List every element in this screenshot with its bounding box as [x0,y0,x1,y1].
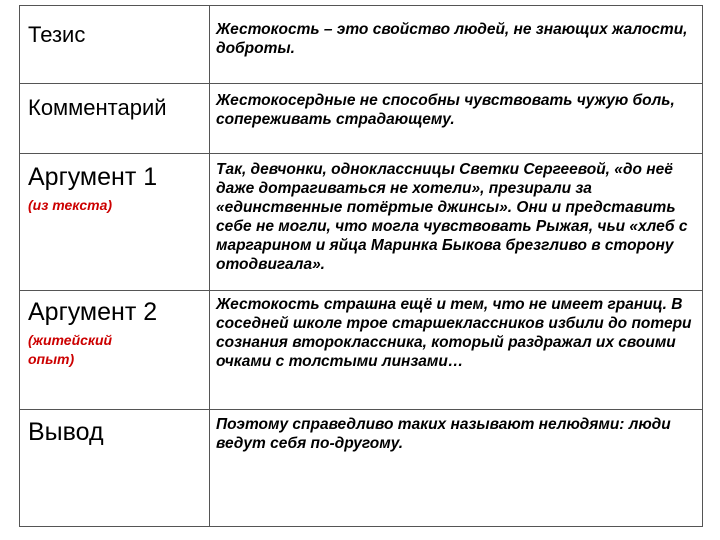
label-cell [20,84,210,154]
row-sublabel-argument-1: (из текста) [28,197,113,213]
row-label-argument-1: Аргумент 1 [28,163,158,191]
row-text-thesis: Жестокость – это свойство людей, не знающих жалости, доброты. [216,21,688,57]
row-label-argument-2: Аргумент 2 [28,298,158,326]
row-text-argument-1: Так, девчонки, одноклассницы Светки Сергеевой, «до неё даже дотрагиваться не хотели», презирали за «единственные потёртые джинсы». Они и представить себе не могли, что могла чувствовать Рыжая, чьи «хлеб с маргарином и яйца Маринка Быкова брезгливо в сторону отодвигала». [216,161,688,273]
row-label-conclusion: Вывод [28,418,104,446]
text-cell [210,6,703,84]
essay-table [19,5,703,527]
label-cell [20,6,210,84]
row-argument-2 [20,291,703,410]
text-cell [210,410,703,527]
row-comment [20,84,703,154]
text-cell [210,154,703,291]
row-text-argument-2: Жестокость страшна ещё и тем, что не имеет границ. В соседней школе трое старшеклассников избили до потери сознания второклассника, который раздражал их своими очками с толстыми линзами… [216,296,692,370]
row-sublabel-argument-2: (житейский опыт) [28,332,113,367]
row-text-comment: Жестокосердные не способны чувствовать чужую боль, сопереживать страдающему. [216,92,675,128]
text-cell [210,84,703,154]
label-cell [20,291,210,410]
label-cell [20,154,210,291]
row-argument-1 [20,154,703,291]
row-label-thesis: Тезис [28,22,86,47]
row-text-conclusion: Поэтому справедливо таких называют нелюдями: люди ведут себя по-другому. [216,416,671,452]
row-thesis [20,6,703,84]
label-cell [20,410,210,527]
row-conclusion [20,410,703,527]
text-cell [210,291,703,410]
row-label-comment: Комментарий [28,95,167,120]
